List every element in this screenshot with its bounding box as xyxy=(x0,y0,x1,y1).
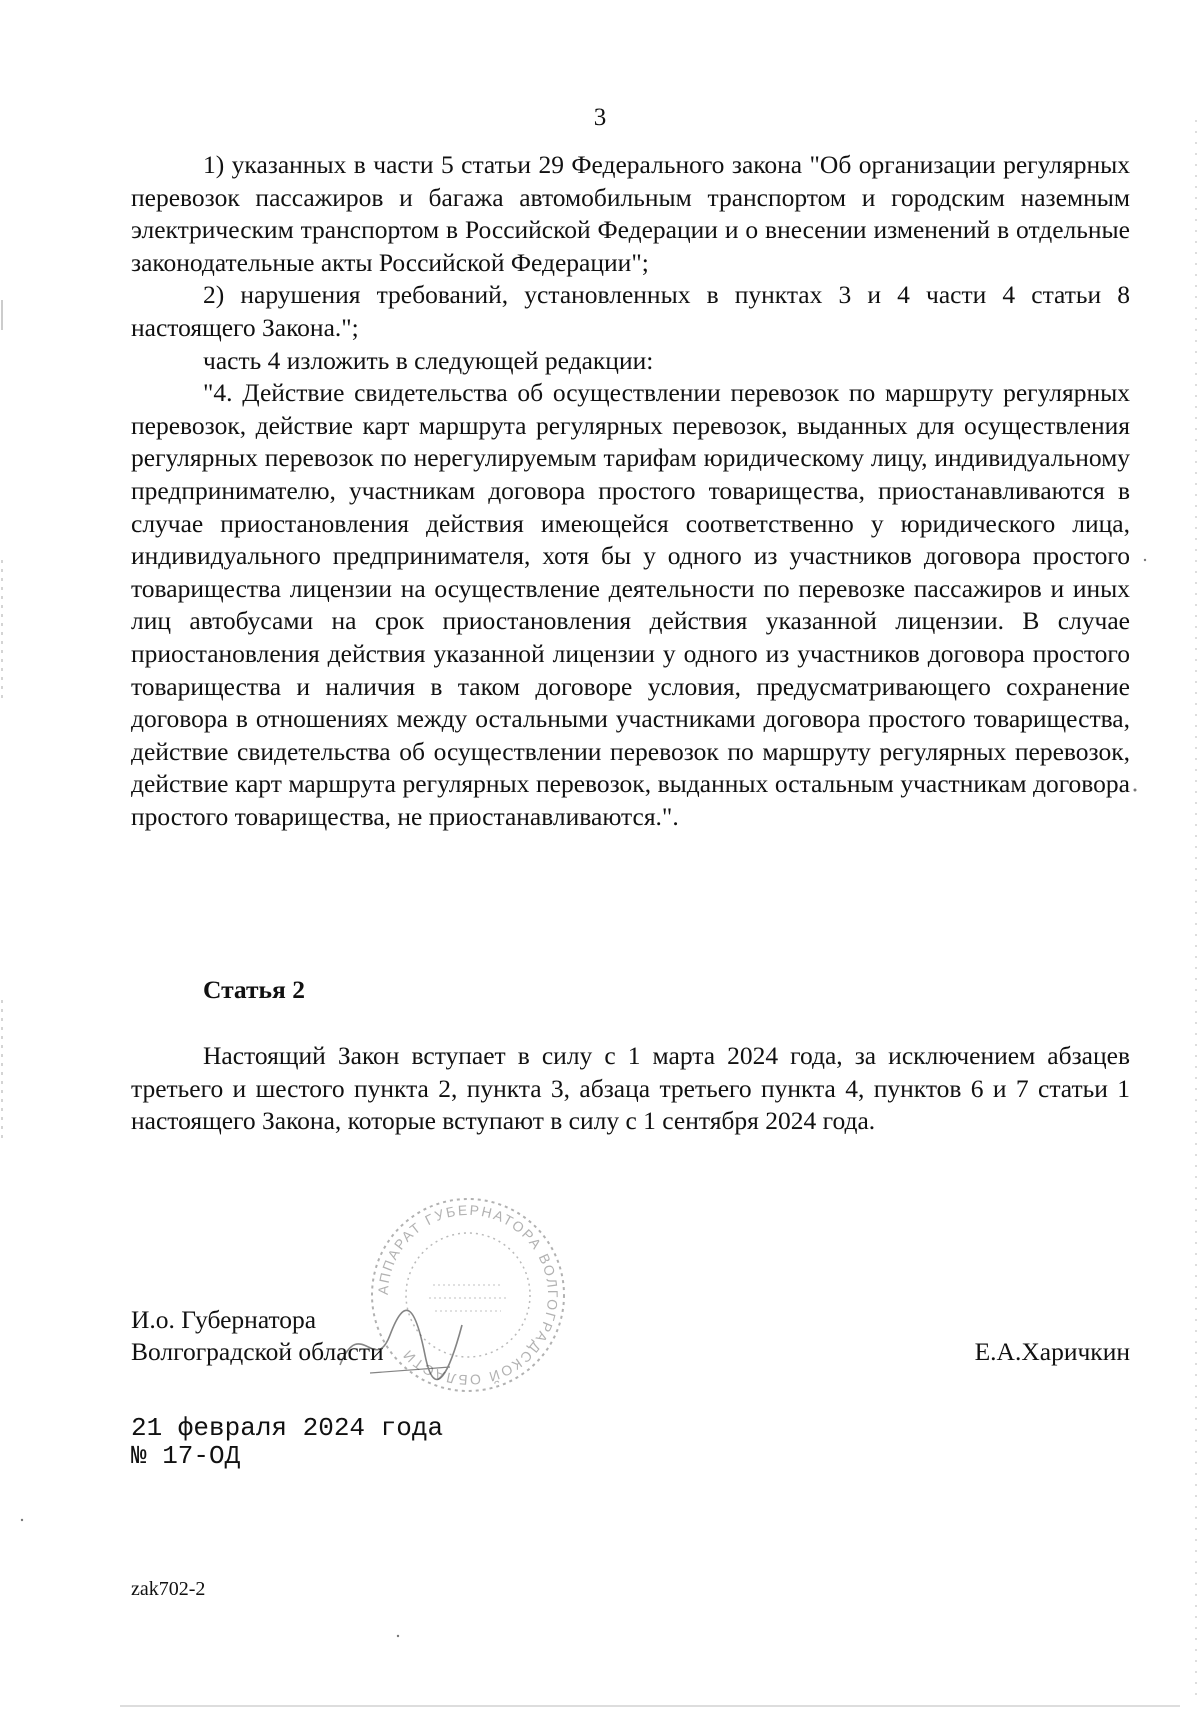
paragraph: часть 4 изложить в следующей редакции: xyxy=(203,345,654,375)
article-2-body xyxy=(131,1040,1130,1138)
law-date-number xyxy=(131,1414,443,1470)
paragraph: Настоящий Закон вступает в силу с 1 марта 2024 года, за исключением абзацев третьего и шестого пункта 2, пункта 3, абзаца третьего пункта 4, пунктов 6 и 7 статьи 1 настоящего Закона, которые вступают в силу с 1 сентября 2024 года. xyxy=(131,1041,1130,1136)
signatory-name: Е.А.Харичкин xyxy=(974,1337,1130,1366)
law-number: № 17-ОД xyxy=(131,1441,241,1471)
law-date: 21 февраля 2024 года xyxy=(131,1413,444,1443)
article-1-continuation xyxy=(131,149,1130,833)
article-2-heading: Статья 2 xyxy=(203,975,305,1004)
stamp-text: АППАРАТ ГУБЕРНАТОРА ВОЛГОГРАДСКОЙ ОБЛАСТИ xyxy=(374,1201,562,1389)
signatory-title-line: Волгоградской области xyxy=(131,1337,384,1366)
signatory-title-line: И.о. Губернатора xyxy=(131,1305,317,1334)
paragraph: 2) нарушения требований, установленных в пунктах 3 и 4 части 4 статьи 8 настоящего Закона."; xyxy=(131,280,1130,342)
signatory-title xyxy=(131,1304,384,1368)
paragraph: 1) указанных в части 5 статьи 29 Федерального закона "Об организации регулярных перевозок пассажиров и багажа автомобильным транспортом и городским наземным электрическим транспортом в Российской Федерации и о внесении изменений в отдельные законодательные акты Российской Федерации"; xyxy=(131,150,1130,277)
page-number: 3 xyxy=(593,104,607,131)
paragraph: "4. Действие свидетельства об осуществлении перевозок по маршруту регулярных перевозок, действие карт маршрута регулярных перевозок, выданных для осуществления регулярных перевозок по нерегулируемым тарифам юридическому лицу, индивидуальному предпринимателю, участникам договора простого товарищества, приостанавливаются в случае приостановления действия имеющейся соответственно у юридического лица, индивидуального предпринимателя, хотя бы у одного из участников договора простого товарищества лицензии на осуществление деятельности по перевозке пассажиров и иных лиц автобусами на срок приостановления действия указанной лицензии. В случае приостановления действия указанной лицензии у одного из участников договора простого товарищества и наличия в таком договоре условия, предусматривающего сохранение договора в отношениях между остальными участниками договора простого товарищества, действие свидетельства об осуществлении перевозок по маршруту регулярных перевозок, действие карт маршрута регулярных перевозок, выданных остальным участникам договора простого товарищества, не приостанавливаются.". xyxy=(131,378,1130,831)
document-code: zak702-2 xyxy=(131,1578,206,1600)
